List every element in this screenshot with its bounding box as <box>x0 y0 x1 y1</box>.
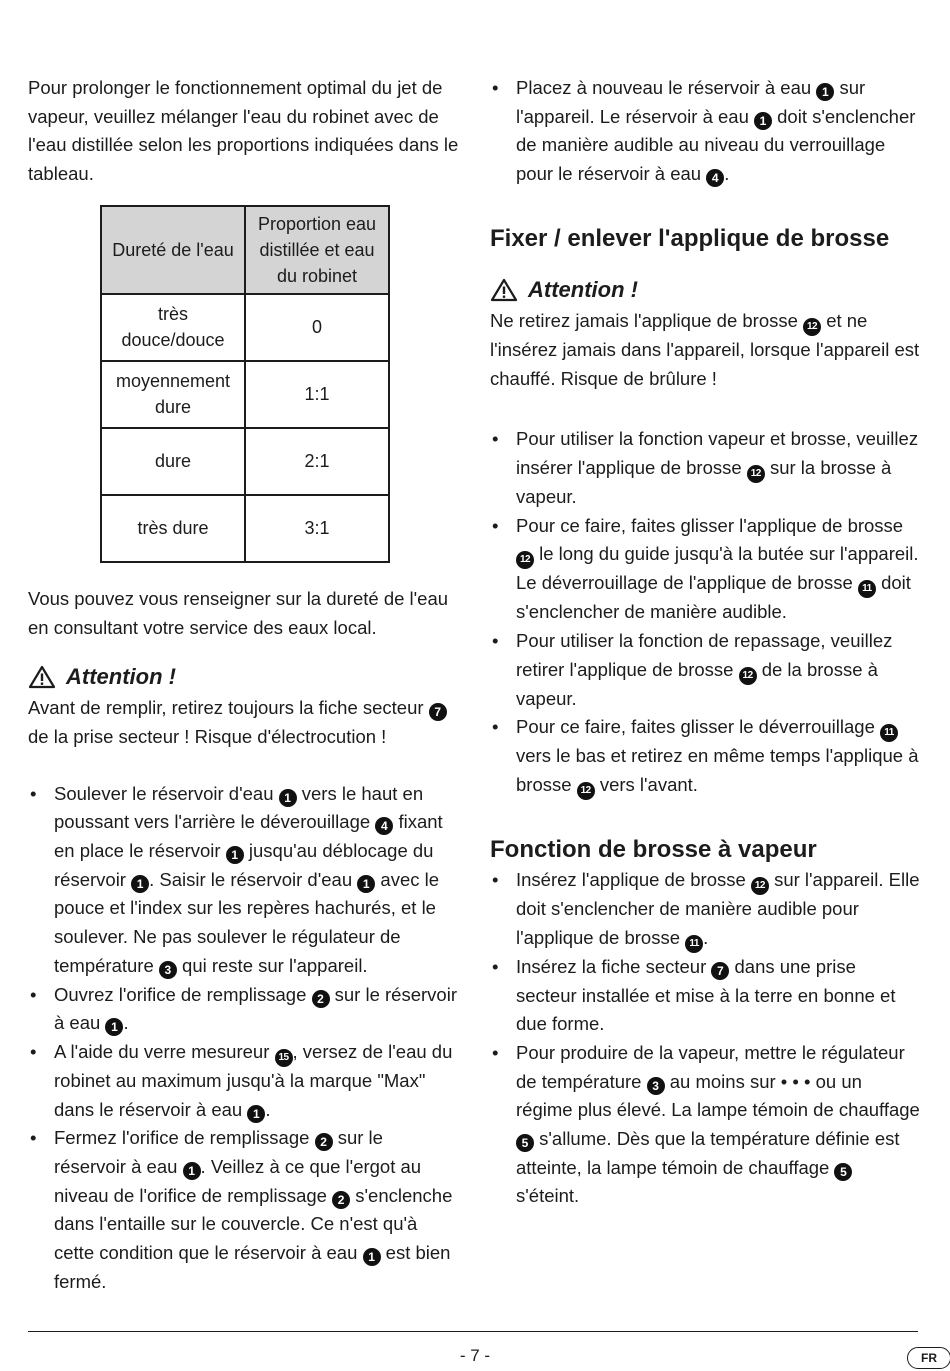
marker-1: 1 <box>816 83 834 101</box>
marker-1: 1 <box>363 1248 381 1266</box>
marker-12: 12 <box>577 782 595 800</box>
refit-tank-list <box>490 74 920 189</box>
marker-11: 11 <box>685 935 703 953</box>
text-span: Avant de remplir, retirez toujours la fiche secteur <box>28 697 424 719</box>
brush-steps-list <box>490 425 920 800</box>
list-item: • Pour produire de la vapeur, mettre le régulateur de température 3 au moins sur • • • ou un régime plus élevé. La lampe témoin de chauffage 5 s'allume. Dès que la température définie est atteinte, la lampe témoin de chauffage 5 s'éteint. <box>490 1039 920 1211</box>
marker-1: 1 <box>105 1018 123 1036</box>
warning-triangle-icon <box>490 278 518 302</box>
table-row <box>101 361 389 428</box>
marker-12: 12 <box>747 465 765 483</box>
section-heading-brush: Fixer / enlever l'applique de brosse <box>490 224 890 252</box>
intro-paragraph: Pour prolonger le fonctionnement optimal du jet de vapeur, veuillez mélanger l'eau du robinet avec de l'eau distillée selon les proportions indiquées dans le tableau. <box>28 77 459 185</box>
attention-text: Ne retirez jamais l'applique de brosse 12 et ne l'insérez jamais dans l'appareil, lorsque l'appareil est chauffé. Risque de brûlure ! <box>490 309 920 389</box>
marker-15: 15 <box>275 1049 293 1067</box>
list-item: • A l'aide du verre mesureur 15 , versez de l'eau du robinet au maximum jusqu'à la marque "Max" dans le réservoir à eau 1 . <box>28 1038 460 1124</box>
marker-11: 11 <box>858 580 876 598</box>
list-item: • Placez à nouveau le réservoir à eau 1 sur l'appareil. Le réservoir à eau 1 doit s'enclencher de manière audible au niveau du verrouillage pour le réservoir à eau 4 . <box>490 74 920 189</box>
marker-12: 12 <box>739 667 757 685</box>
list-item: • Pour utiliser la fonction vapeur et brosse, veuillez insérer l'applique de brosse 12 sur la brosse à vapeur. <box>490 425 920 511</box>
water-hardness-table <box>100 205 390 563</box>
right-column <box>490 74 920 1211</box>
marker-4: 4 <box>375 817 393 835</box>
marker-1: 1 <box>754 112 772 130</box>
table-cell: 0 <box>245 294 389 361</box>
table-cell: 2:1 <box>245 428 389 495</box>
page-number: - 7 - <box>459 1346 491 1365</box>
table-cell: très dure <box>101 495 245 562</box>
marker-7: 7 <box>711 962 729 980</box>
attention-text <box>28 694 460 751</box>
marker-7: 7 <box>429 703 447 721</box>
table-row <box>101 495 389 562</box>
marker-12: 12 <box>803 318 821 336</box>
marker-11: 11 <box>880 724 898 742</box>
list-item: • Pour ce faire, faites glisser l'applique de brosse 12 le long du guide jusqu'à la butée sur l'appareil. Le déverrouillage de l'applique de brosse 11 doit s'enclencher de manière audible. <box>490 512 920 627</box>
marker-2: 2 <box>332 1191 350 1209</box>
table-row <box>101 428 389 495</box>
marker-1: 1 <box>226 846 244 864</box>
attention-heading <box>490 273 920 307</box>
table-row <box>101 294 389 361</box>
warning-triangle-icon <box>28 665 56 689</box>
marker-12: 12 <box>516 551 534 569</box>
table-cell: 3:1 <box>245 495 389 562</box>
filling-steps-list <box>28 780 460 1297</box>
marker-1: 1 <box>279 789 297 807</box>
list-item: • Insérez la fiche secteur 7 dans une prise secteur installée et mise à la terre en bonne et due forme. <box>490 953 920 1039</box>
marker-3: 3 <box>647 1077 665 1095</box>
marker-1: 1 <box>247 1105 265 1123</box>
table-header-hardness: Dureté de l'eau <box>101 206 245 294</box>
marker-1: 1 <box>131 875 149 893</box>
table-header-proportion: Proportion eau distillée et eau du robinet <box>245 206 389 294</box>
marker-2: 2 <box>315 1133 333 1151</box>
marker-5: 5 <box>834 1163 852 1181</box>
table-cell: dure <box>101 428 245 495</box>
text-span: de la prise secteur ! Risque d'électrocution ! <box>28 725 387 747</box>
marker-4: 4 <box>706 169 724 187</box>
list-item: • Ouvrez l'orifice de remplissage 2 sur le réservoir à eau 1 . <box>28 981 460 1038</box>
list-item: • Insérez l'applique de brosse 12 sur l'appareil. Elle doit s'enclencher de manière audible pour l'applique de brosse 11 . <box>490 866 920 953</box>
section-heading-steam: Fonction de brosse à vapeur <box>490 836 817 864</box>
attention-title: Attention ! <box>66 664 176 690</box>
marker-3: 3 <box>159 961 177 979</box>
table-cell: moyennement dure <box>101 361 245 428</box>
list-item: • Pour ce faire, faites glisser le déverrouillage 11 vers le bas et retirez en même temps l'applique à brosse 12 vers l'avant. <box>490 713 920 800</box>
attention-heading <box>28 660 460 694</box>
footer-divider <box>28 1331 918 1332</box>
language-badge: FR <box>907 1347 950 1369</box>
marker-2: 2 <box>312 990 330 1008</box>
table-header-row <box>101 206 389 294</box>
left-column <box>28 74 460 1297</box>
list-item: • Soulever le réservoir d'eau 1 vers le haut en poussant vers l'arrière le déverouillage 4 fixant en place le réservoir 1 jusqu'au déblocage du réservoir 1 . Saisir le réservoir d'eau 1 avec le pouce et l'index sur les repères hachurés, et le soulever. Ne pas soulever le régulateur de température 3 qui reste sur l'appareil. <box>28 780 460 981</box>
marker-5: 5 <box>516 1134 534 1152</box>
steam-steps-list <box>490 866 920 1211</box>
marker-12: 12 <box>751 877 769 895</box>
hardness-info-paragraph: Vous pouvez vous renseigner sur la dureté de l'eau en consultant votre service des eaux local. <box>28 587 449 638</box>
table-cell: très douce/douce <box>101 294 245 361</box>
marker-1: 1 <box>183 1162 201 1180</box>
marker-1: 1 <box>357 875 375 893</box>
list-item: • Pour utiliser la fonction de repassage, veuillez retirer l'applique de brosse 12 de la brosse à vapeur. <box>490 627 920 713</box>
attention-title: Attention ! <box>528 276 638 302</box>
table-cell: 1:1 <box>245 361 389 428</box>
list-item: • Fermez l'orifice de remplissage 2 sur le réservoir à eau 1 . Veillez à ce que l'ergot au niveau de l'orifice de remplissage 2 s'enclenche dans l'entaille sur le couvercle. Ce n'est qu'à cette condition que le réservoir à eau 1 est bien fermé. <box>28 1124 460 1296</box>
